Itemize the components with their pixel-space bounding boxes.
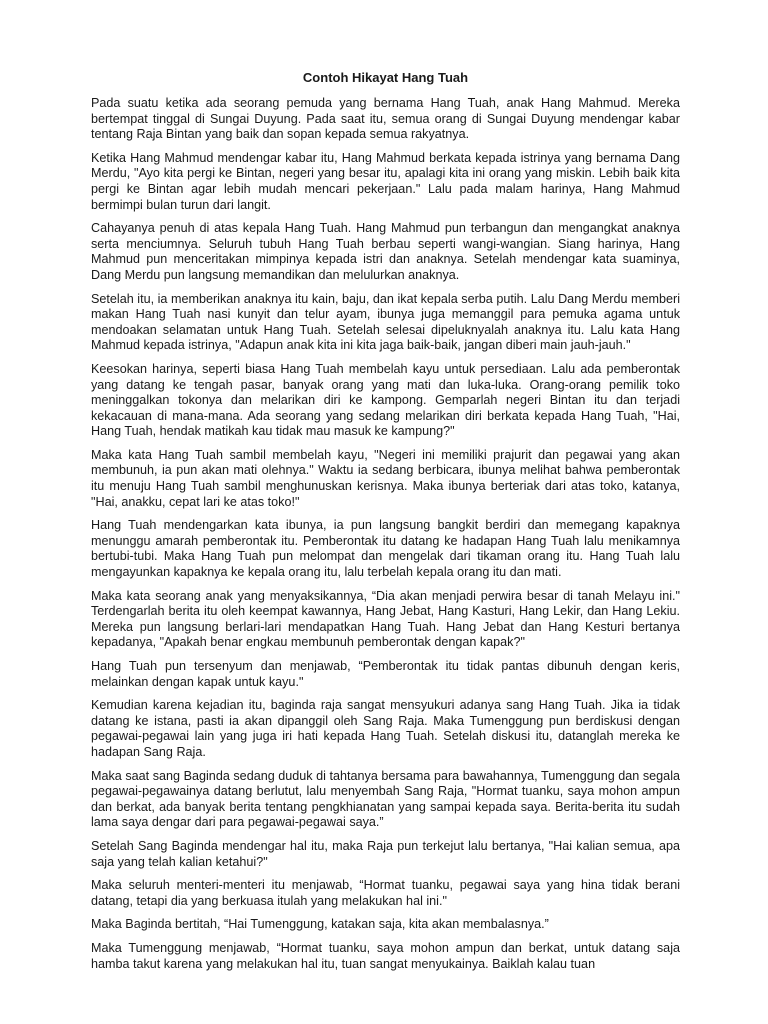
document-title: Contoh Hikayat Hang Tuah: [302, 70, 469, 85]
paragraph-1: Pada suatu ketika ada seorang pemuda yang bernama Hang Tuah, anak Hang Mahmud. Mereka bertempat tinggal di Sungai Duyung. Pada saat itu, semua orang di Sungai Duyung mendengar kabar tentang Raja Bintan yang baik dan sopan kepada semua rakyatnya.: [91, 96, 680, 142]
paragraph-12: Setelah Sang Baginda mendengar hal itu, maka Raja pun terkejut lalu bertanya, "Hai kalian semua, apa saja yang telah kalian ketahui?": [91, 838, 680, 869]
paragraph-6: Maka kata Hang Tuah sambil membelah kayu, "Negeri ini memiliki prajurit dan pegawai yang akan membunuh, ia pun akan mati olehnya." Waktu ia sedang berbicara, ibunya melihat bahwa pemberontak itu menuju Hang Tuah sambil menghunuskan kerisnya. Maka ibunya berteriak dari atas toko, katanya, "Hai, anakku, cepat lari ke atas toko!": [91, 447, 680, 509]
paragraph-5: Keesokan harinya, seperti biasa Hang Tuah membelah kayu untuk persediaan. Lalu ada pemberontak yang datang ke tengah pasar, banyak orang yang mati dan luka-luka. Orang-orang pemilik toko meninggalkan tokonya dan melarikan diri ke kampong. Gemparlah negeri Bintan itu dan terjadi kekacauan di mana-mana. Ada seorang yang sedang melarikan diri berkata kepada Hang Tuah, "Hai, Hang Tuah, hendak matikah kau tidak mau masuk ke kampung?": [91, 361, 680, 439]
paragraph-13: Maka seluruh menteri-menteri itu menjawab, “Hormat tuanku, pegawai saya yang hina tidak berani datang, tetapi dia yang berkuasa itulah yang melakukan hal ini.": [91, 878, 680, 908]
paragraph-3: Cahayanya penuh di atas kepala Hang Tuah. Hang Mahmud pun terbangun dan mengangkat anaknya serta menciumnya. Seluruh tubuh Hang Tuah berbau seperti wangi-wangian. Siang harinya, Hang Mahmud pun menceritakan mimpinya kepada istri dan anaknya. Setelah mendengar kata suaminya, Dang Merdu pun langsung memandikan dan melulurkan anaknya.: [91, 221, 680, 282]
paragraph-15: Maka Tumenggung menjawab, “Hormat tuanku, saya mohon ampun dan berkat, untuk datang saja hamba takut karena yang melakukan hal itu, tuan sangat menyukainya. Baiklah kalau tuan: [91, 940, 680, 971]
paragraph-9: Hang Tuah pun tersenyum dan menjawab, “Pemberontak itu tidak pantas dibunuh dengan keris, melainkan dengan kapak untuk kayu.": [91, 659, 680, 689]
paragraph-14: Maka Baginda bertitah, “Hai Tumenggung, katakan saja, kita akan membalasnya.”: [91, 917, 549, 932]
paragraph-4: Setelah itu, ia memberikan anaknya itu kain, baju, dan ikat kepala serba putih. Lalu Dang Merdu memberi makan Hang Tuah nasi kunyit dan telur ayam, ibunya juga memanggil para pemuka agama untuk mendoakan selamatan untuk Hang Tuah. Setelah selesai dipeluknyalah anaknya itu. Lalu kata Hang Mahmud kepada istrinya, "Adapun anak kita ini kita jaga baik-baik, jangan diberi main jauh-jauh.": [91, 291, 680, 353]
paragraph-8: Maka kata seorang anak yang menyaksikannya, “Dia akan menjadi perwira besar di tanah Melayu ini." Terdengarlah berita itu oleh keempat kawannya, Hang Jebat, Hang Kasturi, Hang Lekir, dan Hang Lekiu. Mereka pun langsung berlari-lari mendapatkan Hang Tuah. Hang Jebat dan Hang Kesturi bertanya kepadanya, "Apakah benar engkau membunuh pemberontak dengan kapak?": [91, 588, 680, 650]
paragraph-7: Hang Tuah mendengarkan kata ibunya, ia pun langsung bangkit berdiri dan memegang kapaknya menunggu amarah pemberontak itu. Pemberontak itu datang ke hadapan Hang Tuah lalu menikamnya bertubi-tubi. Maka Hang Tuah pun melompat dan mengelak dari tikaman orang itu. Hang Tuah lalu mengayunkan kapaknya ke kepala orang itu, lalu terbelah kepala orang itu dan mati.: [91, 518, 680, 580]
paragraph-2: Ketika Hang Mahmud mendengar kabar itu, Hang Mahmud berkata kepada istrinya yang bernama Dang Merdu, "Ayo kita pergi ke Bintan, negeri yang besar itu, apalagi kita ini orang yang miskin. Lebih baik kita pergi ke Bintan agar lebih mudah mencari pekerjaan." Lalu pada malam harinya, Hang Mahmud bermimpi bulan turun dari langit.: [91, 150, 680, 212]
paragraph-11: Maka saat sang Baginda sedang duduk di tahtanya bersama para bawahannya, Tumenggung dan segala pegawai-pegawainya datang berlutut, lalu menyembah Sang Raja, "Hormat tuanku, saya mohon ampun dan berkat, ada banyak berita tentang pengkhianatan yang sampai kepada saya. Berita-berita itu sudah lama saya dengar dari para pegawai-pegawai saya.”: [91, 768, 680, 830]
document-page: [91, 70, 680, 980]
paragraph-10: Kemudian karena kejadian itu, baginda raja sangat mensyukuri adanya sang Hang Tuah. Jika ia tidak datang ke istana, pasti ia akan dipanggil oleh Sang Raja. Maka Tumenggung pun berdiskusi dengan pegawai-pegawai lain yang juga iri hati kepada Hang Tuah. Setelah diskusi itu, datanglah mereka ke hadapan Sang Raja.: [91, 698, 680, 759]
